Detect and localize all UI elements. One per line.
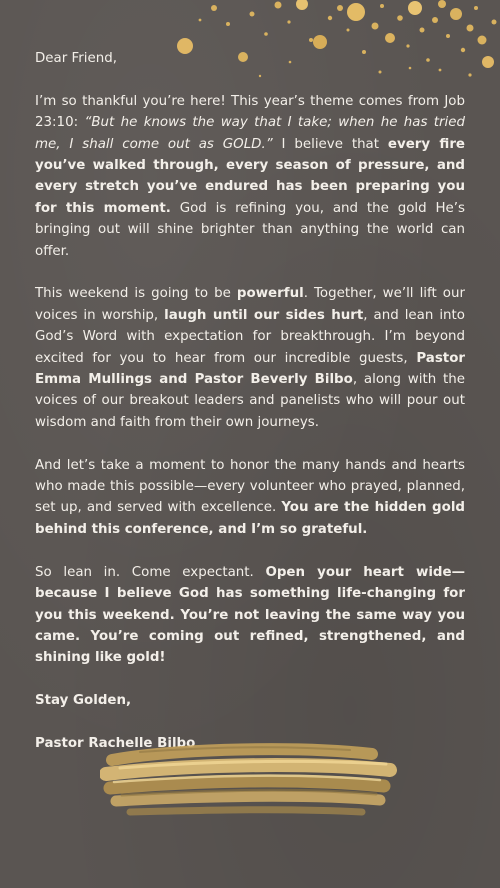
signature-name: Pastor Rachelle Bilbo bbox=[35, 735, 196, 751]
paragraph-weekend: This weekend is going to be powerful. Together, we’ll lift our voices in worship, laugh until our sides hurt, and lean into God’s Word with expectation for breakthrough. I’m beyond excited for you to hear from our incredible guests, Pastor Emma Mullings and Pastor Beverly Bilbo, along with the voices of our breakout leaders and panelists who will pour out wisdom and faith from their own journeys. bbox=[35, 286, 465, 430]
paragraph-volunteers: And let’s take a moment to honor the many hands and hearts who made this possible—every volunteer who prayed, planned, set up, and served with excellence. You are the hidden gold behind this conference, and I’m so grateful. bbox=[35, 457, 465, 537]
signoff-line: Stay Golden, bbox=[35, 693, 132, 709]
guest-speakers: Pastor Emma Mullings and Pastor Beverly Bilbo bbox=[35, 350, 465, 388]
scripture-quote: “But he knows the way that I take; when he has tried me, I shall come out as GOLD.” bbox=[35, 115, 465, 152]
paragraph-theme: I’m so thankful you’re here! This year’s theme comes from Job 23:10: “But he knows the way that I take; when he has tried me, I shall come out as GOLD.” I believe that every fire you’ve walked through, every season of pressure, and every stretch you’ve endured has been preparing you for this moment. God is refining you, and the gold He’s bringing out will shine brighter than anything the world can offer. bbox=[35, 93, 466, 259]
paragraph-closing: So lean in. Come expectant. Open your heart wide—because I believe God has something life-changing for you this weekend. You’re not leaving the same way you came. You’re coming out refined, strengthened, and shining like gold! bbox=[35, 564, 465, 666]
letter-body bbox=[35, 48, 465, 776]
gold-brush-stroke-decoration bbox=[100, 740, 400, 825]
greeting: Dear Friend, bbox=[35, 51, 117, 66]
